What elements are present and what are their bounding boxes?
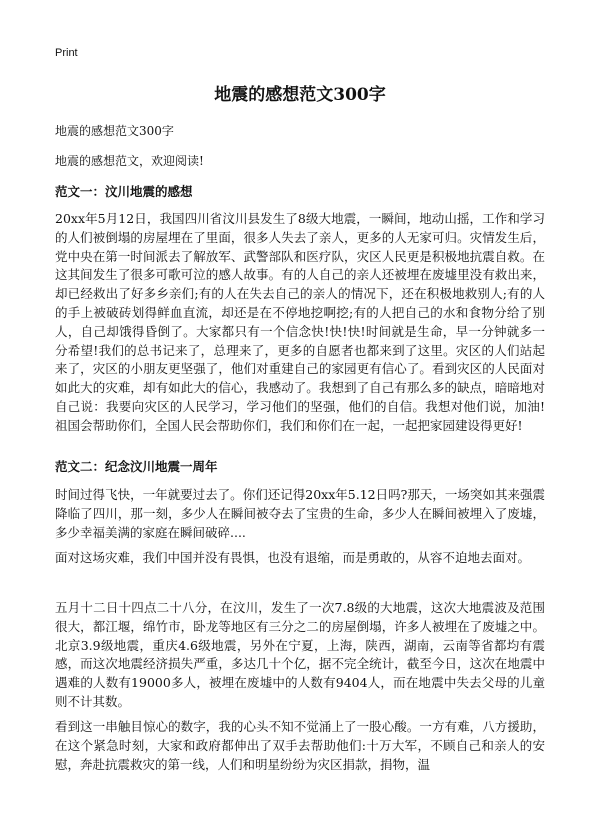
print-link[interactable]: Print — [55, 47, 78, 59]
section-heading-2: 范文二：纪念汶川地震一周年 — [55, 459, 218, 474]
paragraph: 看到这一串触目惊心的数字，我的心头不知不觉涌上了一股心酸。一方有难，八方援助，在这个紧急时刻，大家和政府都伸出了双手去帮助他们:十万大军，不顾自己和亲人的安慰，奔赴抗震救灾的第一线，人们和明星纷纷为灾区捐款，捐物，温 — [55, 719, 545, 772]
document-subtitle: 地震的感想范文300字 — [55, 124, 174, 138]
paragraph: 面对这场灾难，我们中国并没有畏惧，也没有退缩，而是勇敢的，从容不迫地去面对。 — [55, 550, 531, 565]
document-title: 地震的感想范文300字 — [214, 85, 386, 105]
intro-text: 地震的感想范文，欢迎阅读! — [55, 154, 204, 168]
section-heading-1: 范文一：汶川地震的感想 — [55, 184, 193, 199]
paragraph: 时间过得飞快，一年就要过去了。你们还记得20xx年5.12日吗?那天，一场突如其来强震降临了四川，那一刻，多少人在瞬间被夺去了宝贵的生命，多少人在瞬间被埋入了废墟，多少幸福美满的家庭在瞬间破碎.... — [55, 487, 545, 540]
section-1-body: 20xx年5月12日，我国四川省汶川县发生了8级大地震，一瞬间，地动山摇，工作和学习的人们被倒塌的房屋埋在了里面，很多人失去了亲人，更多的人无家可归。灾情发生后，党中央在第一时间派去了解放军、武警部队和医疗队，灾区人民更是积极地抗震自救。在这其间发生了很多可歌可泣的感人故事。有的人自己的亲人还被埋在废墟里没有救出来，却已经救出了好多乡亲们;有的人在失去自己的亲人的情况下，还在积极地救别人;有的人的手上被破砖划得鲜血直流，却还是在不停地挖啊挖;有的人把自己的水和食物分给了别人，自己却饿得昏倒了。大家都只有一个信念快!快!快!时间就是生命，早一分钟就多一分希望!我们的总书记来了，总理来了，更多的自愿者也都来到了这里。灾区的人们站起来了，灾区的小朋友更坚强了，他们对重建自己的家园更有信心了。看到灾区的人民面对如此大的灾难，却有如此大的信心，我感动了。我想到了自己有那么多的缺点，暗暗地对自己说：我要向灾区的人民学习，学习他们的坚强，他们的自信。我想对他们说，加油!祖国会帮助你们，全国人民会帮助你们，我们和你们在一起，一起把家园建设得更好! — [55, 211, 545, 433]
paragraph: 五月十二日十四点二十八分，在汶川，发生了一次7.8级的大地震，这次大地震波及范围很大，都江堰，绵竹市，卧龙等地区有三分之二的房屋倒塌，许多人被埋在了废墟之中。北京3.9级地震，重庆4.6级地震，另外在宁夏，上海，陕西，湖南，云南等省都均有震感，而这次地震经济损失严重，多达几十个亿，据不完全统计，截至今日，这次在地震中遇难的人数有19000多人，被埋在废墟中的人数有9404人，而在地震中失去父母的儿童则不计其数。 — [55, 600, 545, 709]
